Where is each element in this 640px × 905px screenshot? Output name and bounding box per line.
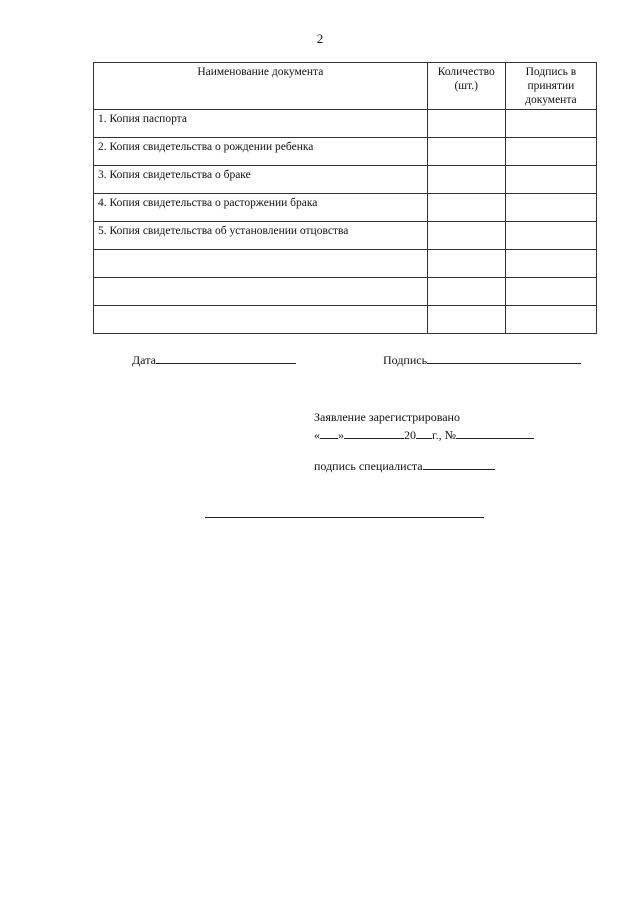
signature-cell	[505, 194, 596, 222]
table-row	[94, 278, 597, 306]
signature-cell	[505, 138, 596, 166]
date-blank[interactable]	[156, 351, 296, 364]
table-row	[94, 194, 597, 222]
quote-open: «	[314, 428, 320, 442]
document-name-cell: 4. Копия свидетельства о расторжении брака	[94, 194, 428, 222]
day-blank[interactable]	[320, 426, 338, 439]
registration-title: Заявление зарегистрировано	[314, 410, 460, 424]
page-number: 2	[316, 31, 324, 46]
quantity-cell	[427, 110, 505, 138]
specialist-label: подпись специалиста	[314, 459, 423, 473]
bottom-divider	[205, 517, 484, 518]
table-row	[94, 110, 597, 138]
quote-close: »	[338, 428, 344, 442]
table-row	[94, 250, 597, 278]
signature-line	[383, 351, 581, 367]
documents-table	[93, 62, 597, 334]
registration-number-blank[interactable]	[456, 426, 534, 439]
document-name-cell: 5. Копия свидетельства об установлении отцовства	[94, 222, 428, 250]
quantity-cell	[427, 222, 505, 250]
signature-blank[interactable]	[427, 351, 581, 364]
date-label: Дата	[132, 353, 156, 367]
table-row	[94, 306, 597, 334]
quantity-cell	[427, 194, 505, 222]
document-name-cell	[94, 278, 428, 306]
signature-cell	[505, 278, 596, 306]
registration-date-line	[314, 426, 534, 442]
document-name-cell: 2. Копия свидетельства о рождении ребенка	[94, 138, 428, 166]
signature-cell	[505, 222, 596, 250]
month-blank[interactable]	[344, 426, 404, 439]
document-name-cell	[94, 250, 428, 278]
signature-cell	[505, 306, 596, 334]
specialist-signature-line	[314, 457, 495, 473]
year-suffix: г., №	[432, 428, 457, 442]
document-name-cell: 3. Копия свидетельства о браке	[94, 166, 428, 194]
quantity-cell	[427, 138, 505, 166]
header-quantity: Количество (шт.)	[427, 63, 505, 110]
year-blank[interactable]	[416, 426, 432, 439]
table-row	[94, 138, 597, 166]
header-document-name: Наименование документа	[94, 63, 428, 110]
specialist-signature-blank[interactable]	[423, 457, 495, 470]
signature-cell	[505, 250, 596, 278]
quantity-cell	[427, 250, 505, 278]
document-name-cell: 1. Копия паспорта	[94, 110, 428, 138]
quantity-cell	[427, 166, 505, 194]
signature-cell	[505, 166, 596, 194]
year-prefix: 20	[404, 428, 416, 442]
header-signature: Подпись в принятии документа	[505, 63, 596, 110]
date-line	[132, 351, 296, 367]
signature-cell	[505, 110, 596, 138]
document-name-cell	[94, 306, 428, 334]
table-header-row	[94, 63, 597, 110]
signature-label: Подпись	[383, 353, 428, 367]
quantity-cell	[427, 306, 505, 334]
quantity-cell	[427, 278, 505, 306]
table-row	[94, 166, 597, 194]
table-row	[94, 222, 597, 250]
